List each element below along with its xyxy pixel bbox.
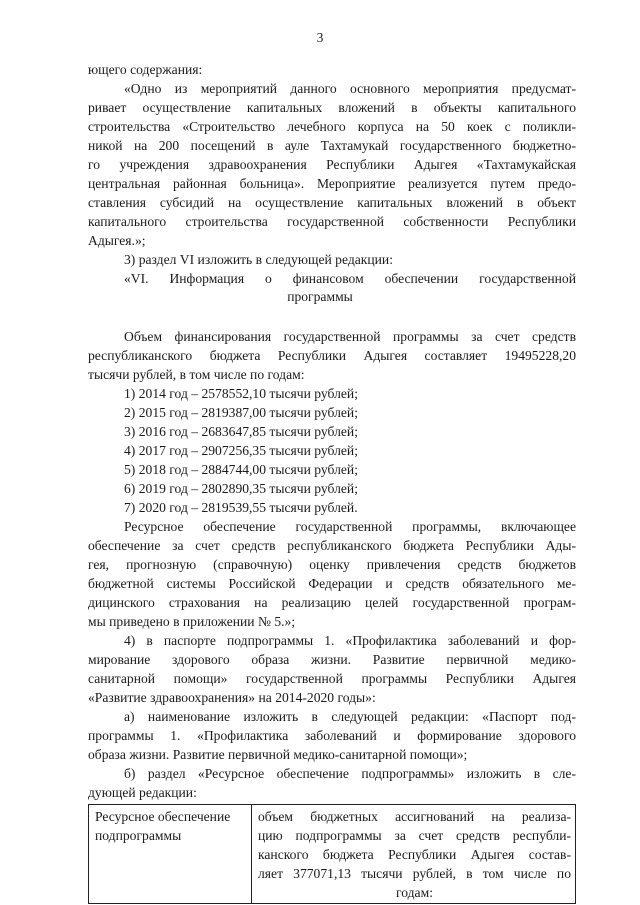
text-line: 7) 2020 год – 2819539,55 тысячи рублей. xyxy=(124,500,358,515)
table-value-line: ляет 377071,13 тысячи рублей, в том числе по xyxy=(258,866,571,881)
text-line: республиканского бюджета Республики Адыгея составляет 19495228,20 xyxy=(88,348,576,363)
text-line: ющего содержания: xyxy=(88,62,203,77)
table-value-line: объем бюджетных ассигнований на реализа- xyxy=(258,809,571,824)
table-row xyxy=(89,805,576,904)
text-line: б) раздел «Ресурсное обеспечение подпрограммы» изложить в сле- xyxy=(124,766,576,781)
text-line: 4) в паспорте подпрограммы 1. «Профилактика заболеваний и фор- xyxy=(124,633,576,648)
text-line: Адыгея.»; xyxy=(88,233,146,248)
table-value-line: канского бюджета Республики Адыгея состав- xyxy=(258,847,571,862)
text-line: а) наименование изложить в следующей редакции: «Паспорт под- xyxy=(124,709,576,724)
text-line: программы xyxy=(287,289,353,304)
text-line: 3) раздел VI изложить в следующей редакции: xyxy=(124,252,393,267)
text-line: ставления субсидий на осуществление капитальных вложений в объект xyxy=(88,195,576,210)
text-line: гея, прогнозную (справочную) оценку привлечения средств бюджетов xyxy=(88,557,576,572)
text-line: центральная районная больница». Мероприятие реализуется путем предо- xyxy=(88,176,576,191)
text-line: тысячи рублей, в том числе по годам: xyxy=(88,367,305,382)
text-line: 1) 2014 год – 2578552,10 тысячи рублей; xyxy=(124,386,358,401)
text-line: мы приведено в приложении № 5.»; xyxy=(88,614,296,629)
text-line: дицинского страхования на реализацию целей государственной програм- xyxy=(88,595,576,610)
text-line: го учреждения здравоохранения Республики Адыгея «Тахтамукайская xyxy=(88,157,576,172)
text-line: бюджетной системы Российской Федерации и средств обязательного ме- xyxy=(88,576,576,591)
text-line: мирование здорового образа жизни. Развитие первичной медико- xyxy=(88,652,576,667)
text-line: строительства «Строительство лечебного корпуса на 50 коек с поликли- xyxy=(88,119,576,134)
table-value-line: цию подпрограммы за счет средств республи- xyxy=(258,828,571,843)
table-cell-value xyxy=(252,805,576,904)
table-label-line: подпрограммы xyxy=(95,828,182,843)
text-line: 2) 2015 год – 2819387,00 тысячи рублей; xyxy=(124,405,358,420)
text-line: 6) 2019 год – 2802890,35 тысячи рублей; xyxy=(124,481,358,496)
text-line: 5) 2018 год – 2884744,00 тысячи рублей; xyxy=(124,462,358,477)
table-value-line: годам: xyxy=(396,885,433,900)
text-line: санитарной помощи» государственной программы Республики Адыгея xyxy=(88,671,576,686)
text-line: никой на 200 посещений в ауле Тахтамукай государственного бюджетно- xyxy=(88,138,576,153)
table-label-line: Ресурсное обеспечение xyxy=(95,809,231,824)
text-line: образа жизни. Развитие первичной медико-санитарной помощи»; xyxy=(88,747,468,762)
text-line: дующей редакции: xyxy=(88,785,197,800)
page-number: 3 xyxy=(316,30,324,45)
resource-table xyxy=(88,804,576,904)
text-line: «Развитие здравоохранения» на 2014-2020 годы»: xyxy=(88,690,376,705)
text-line: 4) 2017 год – 2907256,35 тысячи рублей; xyxy=(124,443,358,458)
text-line: капитального строительства государственной собственности Республики xyxy=(88,214,576,229)
text-line: Объем финансирования государственной программы за счет средств xyxy=(124,329,576,344)
text-line: 3) 2016 год – 2683647,85 тысячи рублей; xyxy=(124,424,358,439)
text-line: «Одно из мероприятий данного основного мероприятия предусмат- xyxy=(124,81,576,96)
text-line: Ресурсное обеспечение государственной программы, включающее xyxy=(124,519,576,534)
table-cell-label xyxy=(89,805,252,904)
text-line: программы 1. «Профилактика заболеваний и формирование здорового xyxy=(88,728,576,743)
text-line: обеспечение за счет средств республиканского бюджета Республики Ады- xyxy=(88,538,576,553)
text-line: ривает осуществление капитальных вложений в объекты капитального xyxy=(88,100,576,115)
text-line: «VI. Информация о финансовом обеспечении государственной xyxy=(124,271,576,286)
